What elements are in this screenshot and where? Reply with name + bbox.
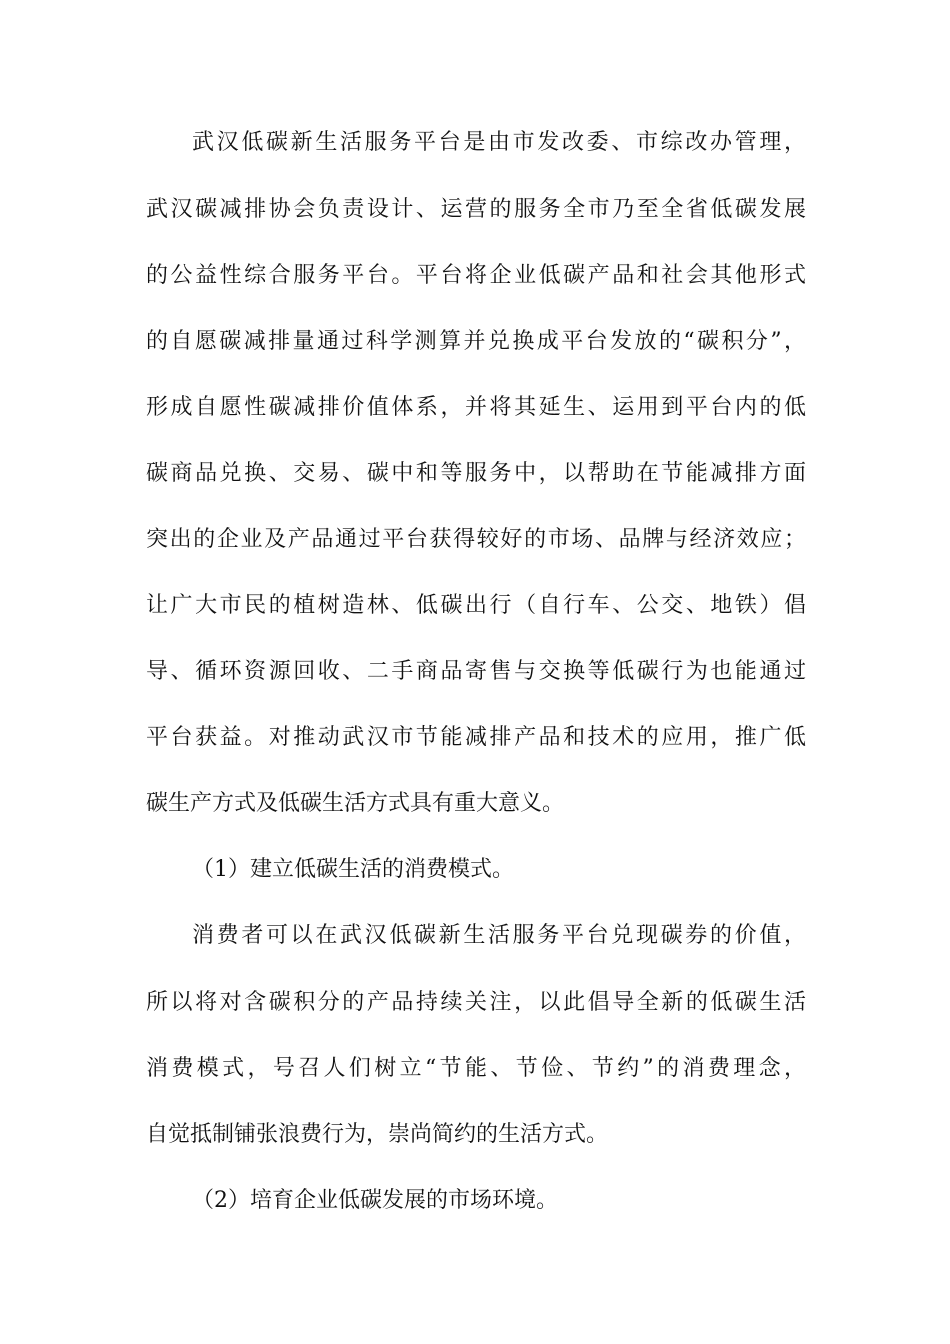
paragraph-2-line-2: 所以将对含碳积分的产品持续关注，以此倡导全新的低碳生活 <box>146 990 806 1015</box>
paragraph-1-line-9: 导、循环资源回收、二手商品寄售与交换等低碳行为也能通过 <box>146 659 806 684</box>
paragraph-1-line-10: 平台获益。对推动武汉市节能减排产品和技术的应用，推广低 <box>146 725 806 750</box>
paragraph-2-line-4: 自觉抵制铺张浪费行为，崇尚简约的生活方式。 <box>146 1122 609 1147</box>
paragraph-1-line-3: 的公益性综合服务平台。平台将企业低碳产品和社会其他形式 <box>146 263 806 288</box>
paragraph-1-line-2: 武汉碳减排协会负责设计、运营的服务全市乃至全省低碳发展 <box>146 197 806 222</box>
paragraph-1-line-6: 碳商品兑换、交易、碳中和等服务中，以帮助在节能减排方面 <box>146 461 806 486</box>
section-heading-1: （1）建立低碳生活的消费模式。 <box>192 857 514 882</box>
paragraph-1-line-7: 突出的企业及产品通过平台获得较好的市场、品牌与经济效应； <box>146 527 806 552</box>
paragraph-2-line-1: 消费者可以在武汉低碳新生活服务平台兑现碳券的价值， <box>192 923 806 948</box>
paragraph-1-line-11: 碳生产方式及低碳生活方式具有重大意义。 <box>146 791 565 816</box>
paragraph-1-line-5: 形成自愿性碳减排价值体系，并将其延生、运用到平台内的低 <box>146 395 806 420</box>
paragraph-1-line-8: 让广大市民的植树造林、低碳出行（自行车、公交、地铁）倡 <box>146 593 806 618</box>
section-heading-2: （2）培育企业低碳发展的市场环境。 <box>192 1188 558 1213</box>
paragraph-1-line-4: 的自愿碳减排量通过科学测算并兑换成平台发放的“碳积分”， <box>146 329 806 354</box>
paragraph-2-line-3: 消费模式，号召人们树立“节能、节俭、节约”的消费理念， <box>146 1056 806 1081</box>
paragraph-1-line-1: 武汉低碳新生活服务平台是由市发改委、市综改办管理， <box>192 130 806 155</box>
